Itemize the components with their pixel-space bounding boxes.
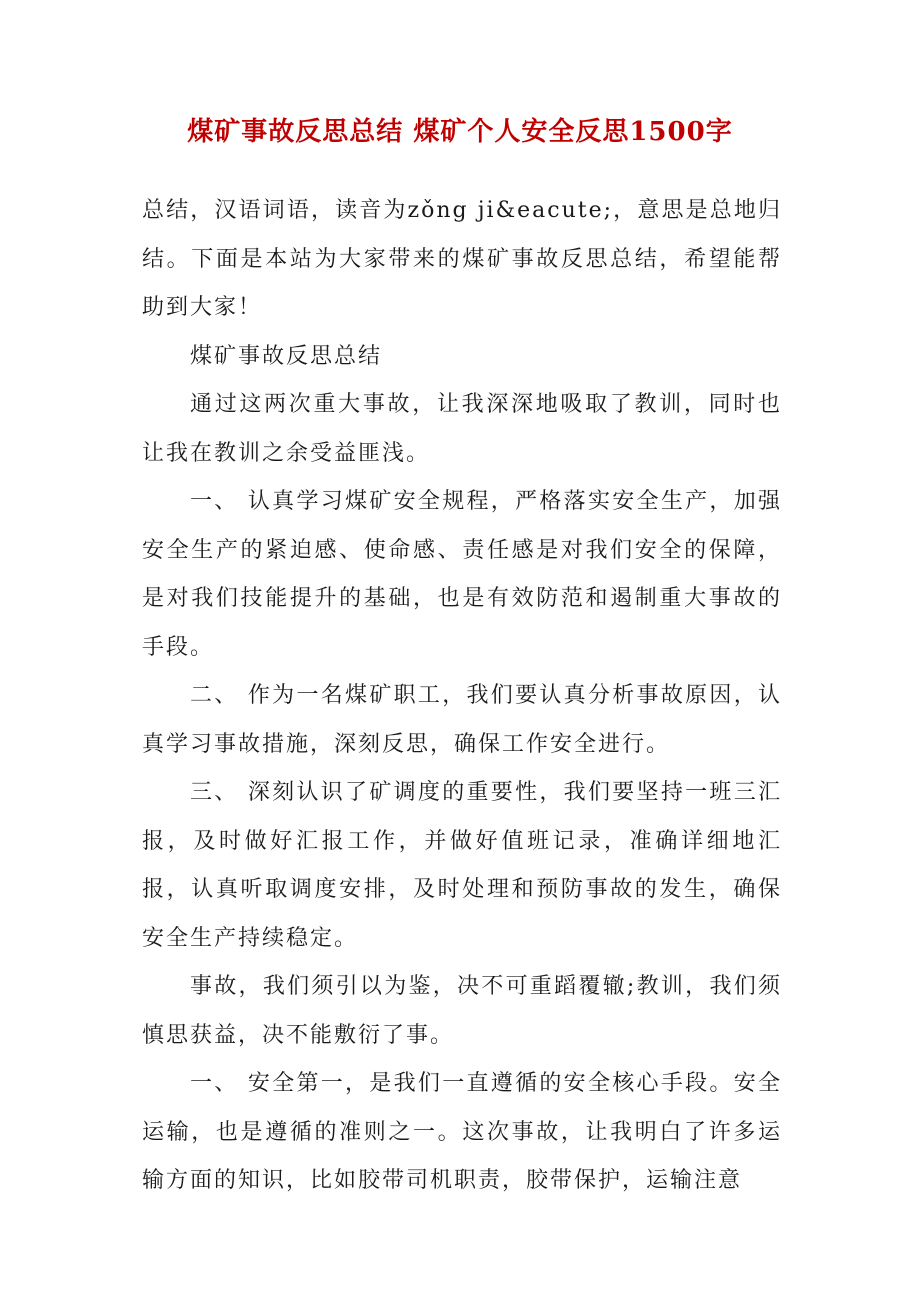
document-body: [142, 187, 782, 1206]
paragraph: 一、 认真学习煤矿安全规程，严格落实安全生产，加强安全生产的紧迫感、使命感、责任感是对我们安全的保障，是对我们技能提升的基础，也是有效防范和遏制重大事故的手段。: [142, 489, 782, 660]
paragraph-intro: 总结，汉语词语，读音为zǒng ji&eacute;，意思是总地归结。下面是本站为大家带来的煤矿事故反思总结，希望能帮助到大家！: [142, 198, 782, 320]
document-title: 煤矿事故反思总结 煤矿个人安全反思1500字: [187, 117, 733, 147]
paragraph: 事故，我们须引以为鉴，决不可重蹈覆辙;教训，我们须慎思获益，决不能敷衍了事。: [142, 974, 782, 1048]
paragraph-subheading: 煤矿事故反思总结: [190, 343, 383, 369]
paragraph: 三、 深刻认识了矿调度的重要性，我们要坚持一班三汇报，及时做好汇报工作，并做好值班记录，准确详细地汇报，认真听取调度安排，及时处理和预防事故的发生，确保安全生产持续稳定。: [142, 780, 782, 951]
paragraph: 通过这两次重大事故，让我深深地吸取了教训，同时也让我在教训之余受益匪浅。: [142, 392, 782, 466]
paragraph: 二、 作为一名煤矿职工，我们要认真分析事故原因，认真学习事故措施，深刻反思，确保工作安全进行。: [142, 683, 782, 757]
paragraph: 一、 安全第一，是我们一直遵循的安全核心手段。安全运输，也是遵循的准则之一。这次事故，让我明白了许多运输方面的知识，比如胶带司机职责，胶带保护，运输注意: [142, 1071, 782, 1193]
